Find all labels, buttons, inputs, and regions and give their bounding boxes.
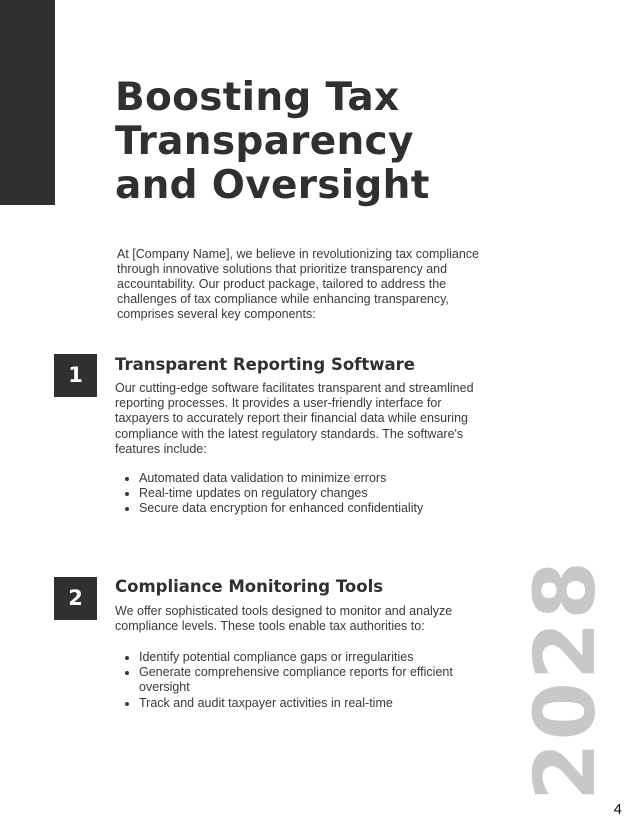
section-number-1: 1 (54, 354, 97, 397)
list-item: • Real-time updates on regulatory changes (139, 486, 499, 501)
list-item: • Automated data validation to minimize errors (139, 471, 499, 486)
page-number: 4 (613, 801, 622, 818)
list-item: • Track and audit taxpayer activities in real-time (139, 696, 499, 711)
section-bullets-1 (115, 471, 499, 517)
section-body-1: Our cutting-edge software facilitates transparent and streamlined reporting processes. It provides a user-friendly interface for taxpayers to accurately report their financial data while ensuring compliance with the latest regulatory standards. The software's features include: (115, 381, 474, 456)
list-item: • Generate comprehensive compliance reports for efficient oversight (139, 665, 499, 695)
intro-paragraph: At [Company Name], we believe in revolutionizing tax compliance through innovative solutions that prioritize transparency and accountability. Our product package, tailored to address the challenges of tax compliance while enhancing transparency, comprises several key components: (117, 247, 479, 321)
section-title-1: Transparent Reporting Software (115, 355, 415, 374)
section-bullets-2 (115, 650, 499, 711)
year-watermark: 2028 (516, 559, 614, 801)
title-line-1: Boosting Tax (115, 75, 400, 120)
decorative-side-bar (0, 0, 55, 205)
section-body-2: We offer sophisticated tools designed to monitor and analyze compliance levels. These tools enable tax authorities to: (115, 604, 453, 634)
title-line-3: and Oversight (115, 163, 430, 208)
section-number-2: 2 (54, 577, 97, 620)
title-line-2: Transparency (115, 119, 414, 164)
list-item: • Secure data encryption for enhanced confidentiality (139, 501, 499, 516)
page-title (115, 76, 535, 208)
list-item: • Identify potential compliance gaps or irregularities (139, 650, 499, 665)
section-title-2: Compliance Monitoring Tools (115, 577, 384, 596)
